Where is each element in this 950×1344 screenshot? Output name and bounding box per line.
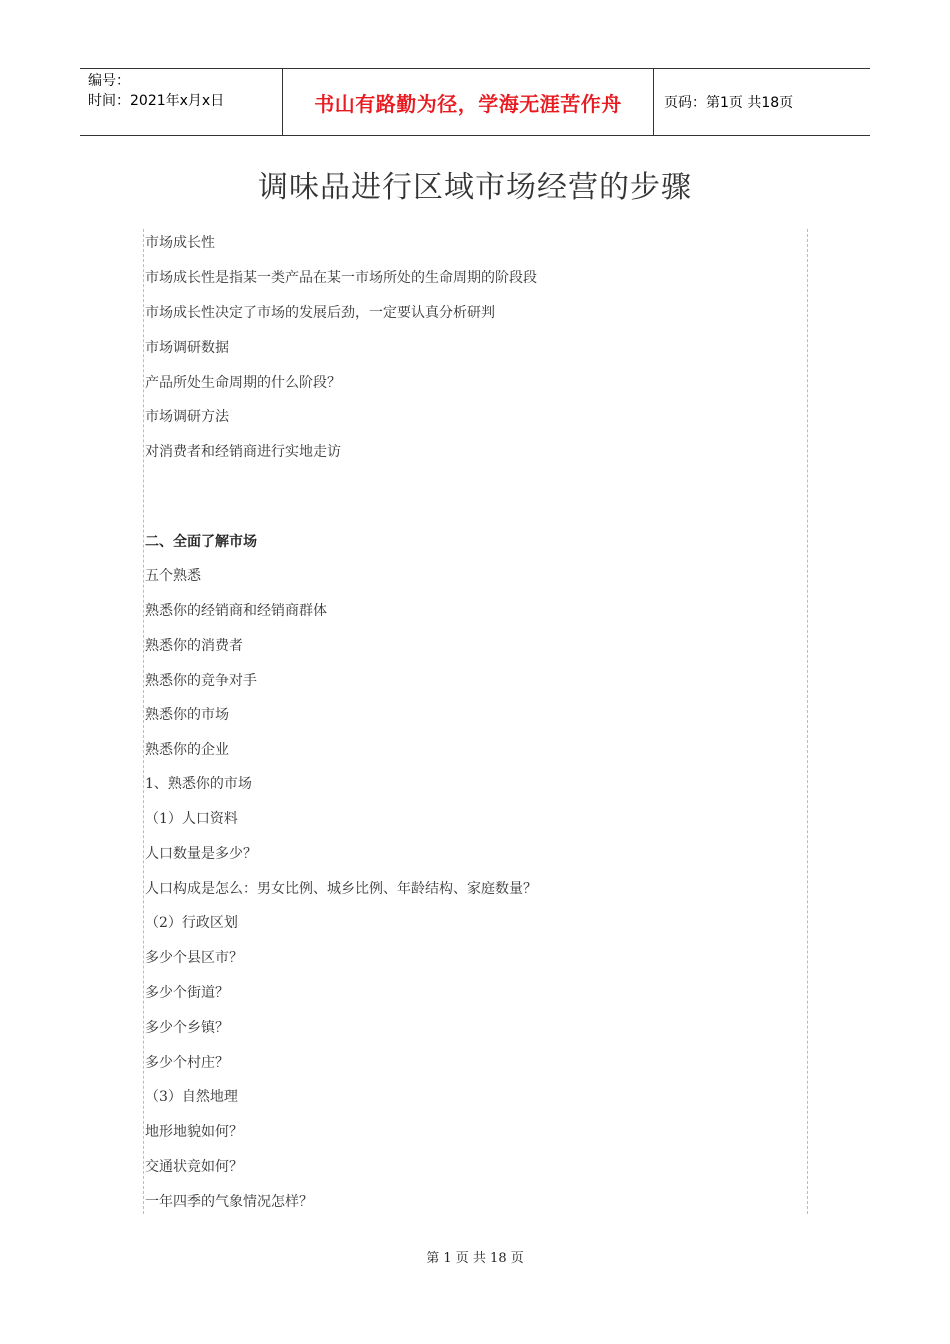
paragraph: 熟悉你的企业	[145, 742, 229, 758]
paragraph: 市场调研数据	[145, 340, 229, 356]
paragraph: 多少个街道？	[145, 985, 229, 1001]
paragraph: 多少个县区市？	[145, 950, 243, 966]
paragraph: （3）自然地理	[145, 1089, 238, 1105]
paragraph: 市场成长性是指某一类产品在某一市场所处的生命周期的阶段段	[145, 270, 537, 286]
paragraph: 熟悉你的经销商和经销商群体	[145, 603, 327, 619]
header-motto: 书山有路勤为径，学海无涯苦作舟	[282, 69, 654, 135]
document-title: 调味品进行区域市场经营的步骤	[258, 170, 692, 205]
paragraph: 对消费者和经销商进行实地走访	[145, 444, 341, 460]
paragraph: （1）人口资料	[145, 811, 238, 827]
paragraph: （2）行政区划	[145, 915, 238, 931]
section-heading: 二、全面了解市场	[145, 534, 257, 550]
paragraph: 交通状竞如何？	[145, 1159, 243, 1175]
paragraph: 市场调研方法	[145, 409, 229, 425]
document-number-label: 编号：	[88, 73, 130, 89]
paragraph: 产品所处生命周期的什么阶段？	[145, 375, 341, 391]
document-time-label: 时间：2021年x月x日	[88, 93, 225, 109]
paragraph: 熟悉你的竞争对手	[145, 673, 257, 689]
paragraph: 多少个乡镇？	[145, 1020, 229, 1036]
content-right-border	[807, 229, 808, 1214]
page-footer: 第 1 页 共 18 页	[426, 1251, 524, 1266]
paragraph: 人口数量是多少？	[145, 846, 257, 862]
paragraph: 市场成长性决定了市场的发展后劲，一定要认真分析研判	[145, 305, 495, 321]
content-left-border	[143, 229, 144, 1214]
paragraph: 人口构成是怎么：男女比例、城乡比例、年龄结构、家庭数量？	[145, 881, 537, 897]
paragraph: 熟悉你的市场	[145, 707, 229, 723]
header-page-info: 页码：第1页 共18页	[664, 95, 794, 111]
paragraph: 多少个村庄？	[145, 1055, 229, 1071]
paragraph: 一年四季的气象情况怎样？	[145, 1194, 313, 1210]
paragraph: 五个熟悉	[145, 568, 201, 584]
paragraph: 市场成长性	[145, 235, 215, 251]
paragraph: 地形地貌如何？	[145, 1124, 243, 1140]
document-header	[80, 68, 870, 136]
paragraph: 1、熟悉你的市场	[145, 776, 252, 792]
header-meta	[80, 69, 282, 135]
paragraph: 熟悉你的消费者	[145, 638, 243, 654]
